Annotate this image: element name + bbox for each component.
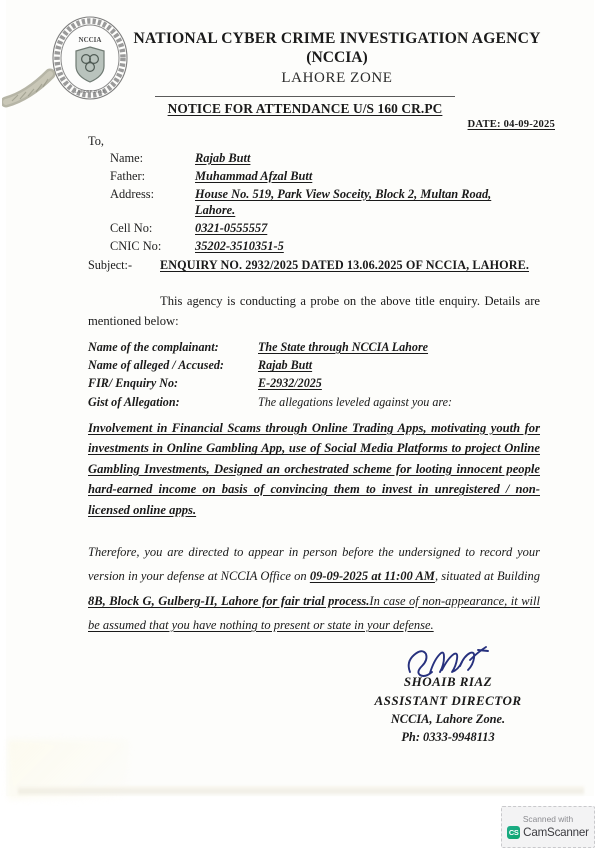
signature-block — [330, 673, 566, 747]
table-row — [88, 376, 540, 394]
detail-label-enquiry-no: FIR/ Enquiry No: — [88, 376, 179, 391]
camscanner-logo-icon: CS — [508, 828, 519, 838]
watermark-brand-row — [507, 826, 589, 839]
detail-value-enquiry-no: E-2932/2025 — [258, 376, 322, 391]
notice-title: NOTICE FOR ATTENDANCE U/S 160 CR.PC — [167, 101, 443, 116]
address-line-1: House No. 519, Park View Soceity, Block 2, Multan Road, — [195, 186, 492, 201]
addressee-value-father: Muhammad Afzal Butt — [195, 168, 313, 183]
addressee-label-name: Name: — [110, 151, 144, 165]
watermark-caption: Scanned with — [522, 813, 574, 824]
notice-date: DATE: 04-09-2025 — [467, 119, 555, 130]
address-line-2: Lahore. — [195, 203, 236, 218]
signatory-name: SHOAIB RIAZ — [403, 674, 493, 689]
organization-header — [118, 30, 556, 88]
paper-bottom-edge — [18, 786, 584, 796]
directive-datetime: 09-09-2025 at 11:00 AM — [309, 569, 435, 584]
signatory-title: ASSISTANT DIRECTOR — [374, 692, 522, 708]
table-row — [110, 168, 540, 186]
detail-value-complainant: The State through NCCIA Lahore — [258, 340, 429, 354]
addressee-label-father: Father: — [110, 168, 146, 183]
directive-part-3: In case of non-appearance, it will be assumed that you have nothing to present or state in your defense. — [88, 593, 540, 633]
camscanner-watermark — [501, 806, 595, 848]
directive-paragraph — [88, 540, 540, 638]
agency-zone: LAHORE ZONE — [281, 70, 393, 87]
detail-label-accused: Name of alleged / Accused: — [88, 358, 224, 373]
addressee-label-cell: Cell No: — [110, 221, 153, 235]
detail-value-accused: Rajab Butt — [258, 358, 313, 373]
table-row — [110, 220, 540, 238]
table-row — [110, 238, 540, 256]
addressee-value-address — [195, 186, 540, 220]
svg-text:NCCIA: NCCIA — [78, 36, 102, 44]
addressee-label-cnic: CNIC No: — [110, 238, 162, 253]
table-row — [110, 150, 540, 168]
addressee-value-cnic: 35202-3510351-5 — [195, 238, 284, 253]
subject-label: Subject:- — [88, 258, 133, 272]
watermark-brand-name: CamScanner — [523, 826, 589, 840]
intro-paragraph: This agency is conducting a probe on the above title enquiry. Details are mentioned below: — [88, 294, 540, 328]
agency-abbreviation: (NCCIA) — [306, 48, 368, 66]
header-divider — [155, 96, 455, 97]
directive-part-1: Therefore, you are directed to appear in person before the undersigned to record your version in your defense at NCCIA Office on — [88, 545, 540, 584]
addressee-table — [110, 150, 540, 256]
signatory-phone: Ph: 0333-9948113 — [401, 729, 495, 744]
directive-venue: 8B, Block G, Gulberg-II, Lahore for fair trial process. — [88, 593, 370, 608]
detail-value-gist: The allegations leveled against you are: — [258, 394, 453, 409]
table-row — [88, 395, 540, 413]
detail-label-gist: Gist of Allegation: — [88, 394, 180, 409]
table-row — [110, 186, 540, 220]
addressee-value-cell: 0321-0555557 — [195, 221, 268, 235]
detail-label-complainant: Name of the complainant: — [88, 340, 219, 354]
addressee-label-address: Address: — [110, 186, 155, 201]
addressee-value-name: Rajab Butt — [195, 151, 251, 165]
table-row — [88, 340, 540, 358]
to-label: To, — [88, 134, 104, 148]
case-details-table — [88, 340, 540, 413]
directive-part-2: , situated at Building — [434, 569, 541, 584]
signatory-organization: NCCIA, Lahore Zone. — [390, 711, 506, 726]
subject-value: ENQUIRY NO. 2932/2025 DATED 13.06.2025 OF NCCIA, LAHORE. — [160, 258, 530, 272]
allegation-paragraph: Involvement in Financial Scams through Online Trading Apps, motivating youth for investments in Online Gambling App, use of Social Media Platforms to project Online Gambling Investments, Designed an orchestrated scheme for looting innocent people hard-earned income on basis of convincing them to invest in unregistered / non-licensed online apps. — [88, 421, 540, 517]
svg-text:LAHORE ZONE: LAHORE ZONE — [74, 89, 106, 94]
table-row — [88, 358, 540, 376]
agency-name: NATIONAL CYBER CRIME INVESTIGATION AGENCY — [133, 30, 541, 47]
